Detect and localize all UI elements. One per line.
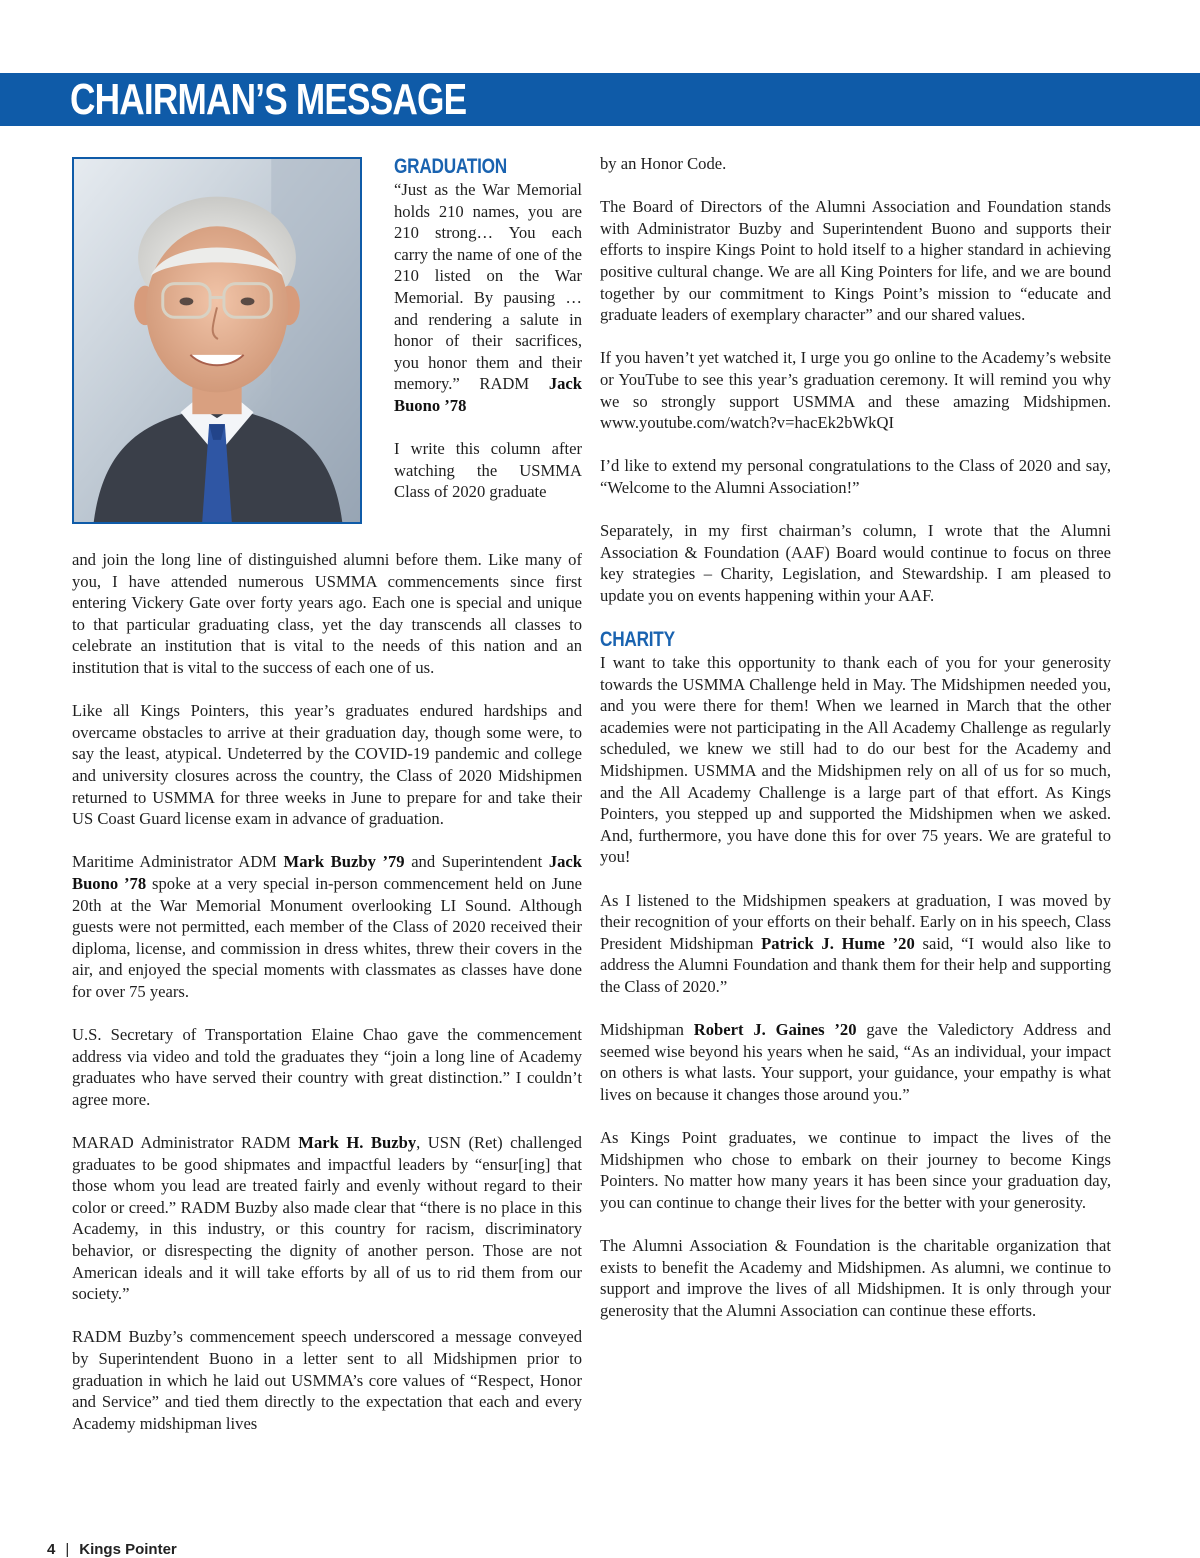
aaf-paragraph: The Alumni Association & Foundation is the charitable organization that exists to benefit the Academy and Midshipmen. As alumni, we continue to support and improve the lives of all Midshipmen. It is only through your generosity that the Alumni Association can continue these efforts. [600,1236,1111,1320]
quote-author: Jack Buono ’78 [394,374,582,415]
charity-heading: CHARITY [600,628,675,652]
commencement-paragraph: Maritime Administrator ADM Mark Buzby ’79 and Superintendent Jack Buono ’78 spoke at a very special in-person commencement held on June 20th at the War Memorial Monument overlooking LI Sound. Although guests were not permitted, each member of the Class of 2020 received their diploma, license, and commission in dress whites, threw their covers in the air, and enjoyed the special moments with classmates as classes have done for over 75 years. [72,852,582,1001]
impact-paragraph: As Kings Point graduates, we continue to impact the lives of the Midshipmen who chose to embark on their journey to become Kings Pointers. No matter how many years it has been since your graduation day, you can continue to change their lives for the better with your generosity. [600,1128,1111,1212]
footer-separator: | [65,1541,70,1558]
page-title: CHAIRMAN’S MESSAGE [70,75,467,124]
graduation-heading: GRADUATION [394,155,507,178]
left-column-top [394,155,582,503]
page-footer [47,1541,177,1558]
watch-paragraph: If you haven’t yet watched it, I urge you go online to the Academy’s website or YouTube to see this year’s graduation ceremony. It will remind you why we so strongly support USMMA and these amazing Midshipmen. www.youtube.com/watch?v=hacEk2bWkQI [600,348,1111,433]
listened-paragraph: As I listened to the Midshipmen speakers at graduation, I was moved by their recognition of your efforts on their behalf. Early on in his speech, Class President Midshipman Patrick J. Hume ’20 said, “I would also like to address the Alumni Foundation and thank them for their help and supporting the Class of 2020.” [600,890,1111,996]
congrats-paragraph: I’d like to extend my personal congratulations to the Class of 2020 and say, “Welcome to the Alumni Association!” [600,456,1111,497]
valedictory-paragraph: Midshipman Robert J. Gaines ’20 gave the Valedictory Address and seemed wise beyond his years when he said, “As an individual, your impact on others is what lasts. Your support, your guidance, your empathy is what lives on because it changes those around you.” [600,1020,1111,1104]
left-column-main [72,549,582,1434]
opening-quote: “Just as the War Memorial holds 210 names, you are 210 strong… You each carry the name of one of the 210 listed on the War Memorial. By pausing … and rendering a salute in honor of their sacrifices, you honor them and their memory.” RADM Jack Buono ’78 [394,180,582,415]
chao-paragraph: U.S. Secretary of Transportation Elaine Chao gave the commencement address via video and told the graduates they “join a long line of Academy graduates who have served their country with great distinction.” I couldn’t agree more. [72,1025,582,1109]
strategies-paragraph: Separately, in my first chairman’s column, I wrote that the Alumni Association & Foundation (AAF) Board would continue to focus on three key strategies – Charity, Legislation, and Stewardship. I am pleased to update you on events happening within your AAF. [600,521,1111,605]
chairman-portrait-photo [72,157,362,524]
hardships-paragraph: Like all Kings Pointers, this year’s graduates endured hardships and overcame obstacles to arrive at their graduation day, though some were, to say the least, atypical. Undeterred by the COVID-19 pandemic and college and university closures across the country, the Class of 2020 Midshipmen returned to USMMA for three weeks in June to prepare for and take their US Coast Guard license exam in advance of graduation. [72,701,582,829]
portrait-image [74,159,360,522]
publication-name: Kings Pointer [79,1541,177,1558]
intro-paragraph-start: I write this column after watching the USMMA Class of 2020 graduate [394,439,582,502]
header-banner [0,73,1200,126]
marad-paragraph: MARAD Administrator RADM Mark H. Buzby, USN (Ret) challenged graduates to be good shipmates and impactful leaders by “ensur[ing] that those whom you lead are treated fairly and evenly without regard to their color or creed.” RADM Buzby also made clear that “there is no place in this Academy, in this industry, or this country for racism, discriminatory behavior, or disrespecting the dignity of another person. Those are not American ideals and it will take efforts by all of us to rid them from our society.” [72,1133,582,1304]
right-column [600,153,1111,1321]
intro-paragraph-continued: and join the long line of distinguished alumni before them. Like many of you, I have attended numerous USMMA commencements since first entering Vickery Gate over forty years ago. Each one is special and unique to that particular graduating class, yet the day transcends all classes to celebrate an institution that is vital to the needs of this nation and an institution that is vital to the success of each one of us. [72,550,582,677]
speech-paragraph: RADM Buzby’s commencement speech underscored a message conveyed by Superintendent Buono in a letter sent to all Midshipmen prior to graduation in which he laid out USMMA’s core values of “Respect, Honor and Service” and tied them directly to the expectation that each and every Academy midshipman lives [72,1327,582,1433]
honor-code-paragraph: by an Honor Code. [600,154,727,173]
charity-paragraph: I want to take this opportunity to thank each of you for your generosity towards the USMMA Challenge held in May. The Midshipmen needed you, and you were there for them! When we learned in March that the other academies were not participating in the All Academy Challenge as regularly scheduled, we knew we still had to do our best for the Academy and Midshipmen. USMMA and the Midshipmen rely on all of us for so much, and the All Academy Challenge is a large part of that effort. As Kings Pointers, you stepped up and supported the Midshipmen when we asked. And, furthermore, you have done this for over 75 years. We are grateful to you! [600,653,1111,867]
board-paragraph: The Board of Directors of the Alumni Association and Foundation stands with Administrator Buzby and Superintendent Buono and supports their efforts to inspire Kings Point to hold itself to a higher standard in achieving positive cultural change. We are all King Pointers for life, and we are bound together by our commitment to Kings Point’s mission to “educate and graduate leaders of exemplary character” and our shared values. [600,197,1111,325]
page-number: 4 [47,1541,56,1558]
